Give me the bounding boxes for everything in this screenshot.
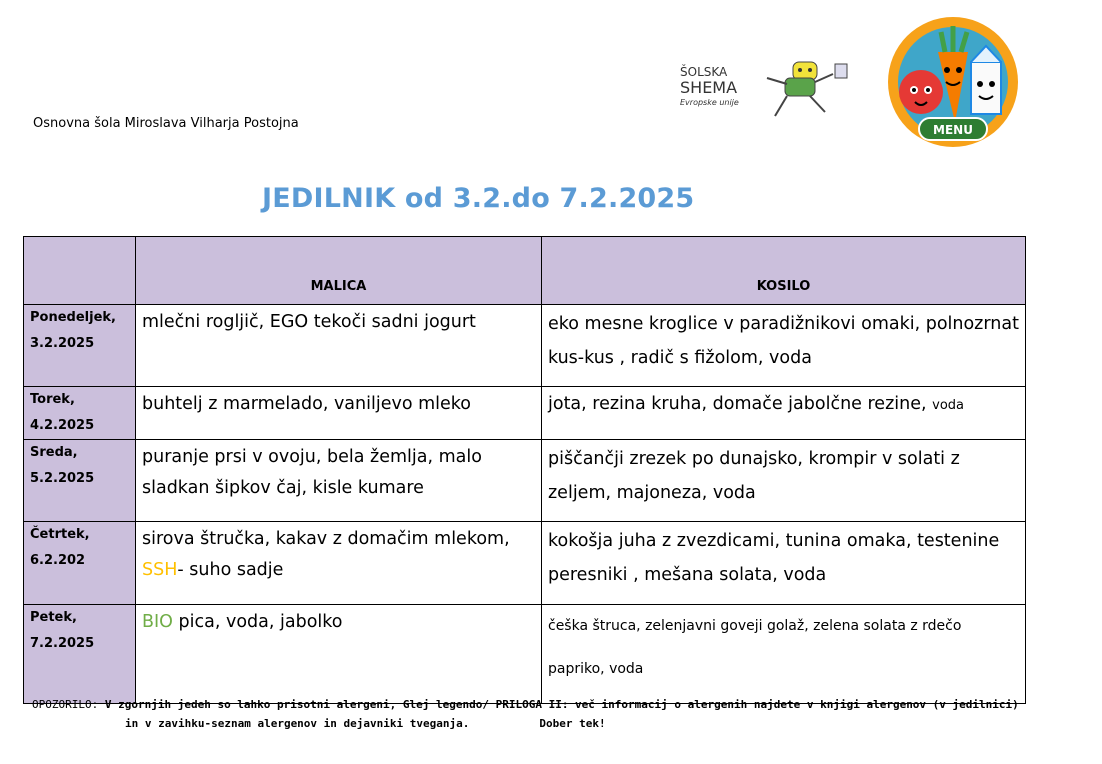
header-day-cell [24,237,136,305]
malica-cell [136,440,542,522]
malica-cell [136,605,542,704]
day-date: 5.2.2025 [30,471,95,486]
kosilo-cell [542,522,1026,605]
table-header-row [24,237,1026,305]
day-date: 3.2.2025 [30,336,95,351]
day-cell [24,305,136,387]
table-row [24,522,1026,605]
page-title: JEDILNIK od 3.2.do 7.2.2025 [262,183,695,214]
day-date: 7.2.2025 [30,636,95,651]
kosilo-text: kokošja juha z zvezdicami, tunina omaka, testenine peresniki , mešana solata, voda [548,531,1000,585]
header-malica: MALICA [136,237,542,305]
logo-shema-line3: Evropske unije [680,98,739,107]
malica-cell [136,305,542,387]
malica-cell [136,522,542,605]
table-row [24,305,1026,387]
kosilo-text: eko mesne kroglice v paradižnikovi omaki, polnozrnat kus-kus , radič s fižolom, voda [548,314,1019,368]
day-name: Torek, [30,392,75,407]
day-date: 4.2.2025 [30,418,95,433]
logo-shema-line2: SHEMA [680,78,738,97]
kosilo-cell [542,387,1026,440]
malica-text: buhtelj z marmelado, vaniljevo mleko [142,394,471,414]
kosilo-small-text: voda [932,398,964,413]
kosilo-text: piščančji zrezek po dunajsko, krompir v solati z zeljem, majoneza, voda [548,449,960,503]
day-name: Sreda, [30,445,78,460]
day-cell [24,605,136,704]
milk-carton-icon [971,46,1001,114]
day-cell [24,522,136,605]
day-name: Ponedeljek, [30,310,116,325]
malica-text: puranje prsi v ovoju, bela žemlja, malo sladkan šipkov čaj, kisle kumare [142,447,482,498]
kosilo-text: jota, rezina kruha, domače jabolčne rezine, [548,394,927,414]
bio-tag: BIO [142,612,173,632]
table-row [24,605,1026,704]
warning-closing: Dober tek! [539,717,606,730]
malica-text: mlečni rogljič, EGO tekoči sadni jogurt [142,312,476,332]
ssh-tag: SSH [142,560,178,580]
apple-icon [899,70,943,114]
school-name: Osnovna šola Miroslava Vilharja Postojna [33,116,299,131]
kosilo-cell [542,305,1026,387]
day-cell [24,387,136,440]
table-row [24,440,1026,522]
malica-text: sirova štručka, kakav z domačim mlekom, [142,529,510,549]
warning-label: OPOZORILO: [32,698,99,711]
malica-cell [136,387,542,440]
warning-line2: in v zavihku-seznam alergenov in dejavniki tveganja. [125,717,470,730]
logo-shema-line1: ŠOLSKA [680,65,728,79]
apple-mascot-icon [767,62,847,116]
menu-table [23,236,1026,704]
header-kosilo: KOSILO [542,237,1026,305]
day-date: 6.2.202 [30,553,86,568]
kosilo-cell [542,440,1026,522]
warning-line1: V zgornjih jedeh so lahko prisotni alergeni, Glej legendo/ PRILOGA II: več informacij o alergenih najdete v knjigi alergenov (v jedilnici) [104,698,1019,711]
table-row [24,387,1026,440]
menu-logo-label: MENU [933,123,973,137]
day-name: Petek, [30,610,77,625]
day-name: Četrtek, [30,527,90,542]
malica-text-post: - suho sadje [177,560,284,580]
solska-shema-logo [675,46,860,126]
menu-logo [883,12,1023,157]
kosilo-text: češka štruca, zelenjavni goveji golaž, zelena solata z rdečo papriko, voda [548,618,962,677]
day-cell [24,440,136,522]
allergen-warning [32,695,1032,733]
malica-text-post: pica, voda, jabolko [178,612,343,632]
kosilo-cell [542,605,1026,704]
